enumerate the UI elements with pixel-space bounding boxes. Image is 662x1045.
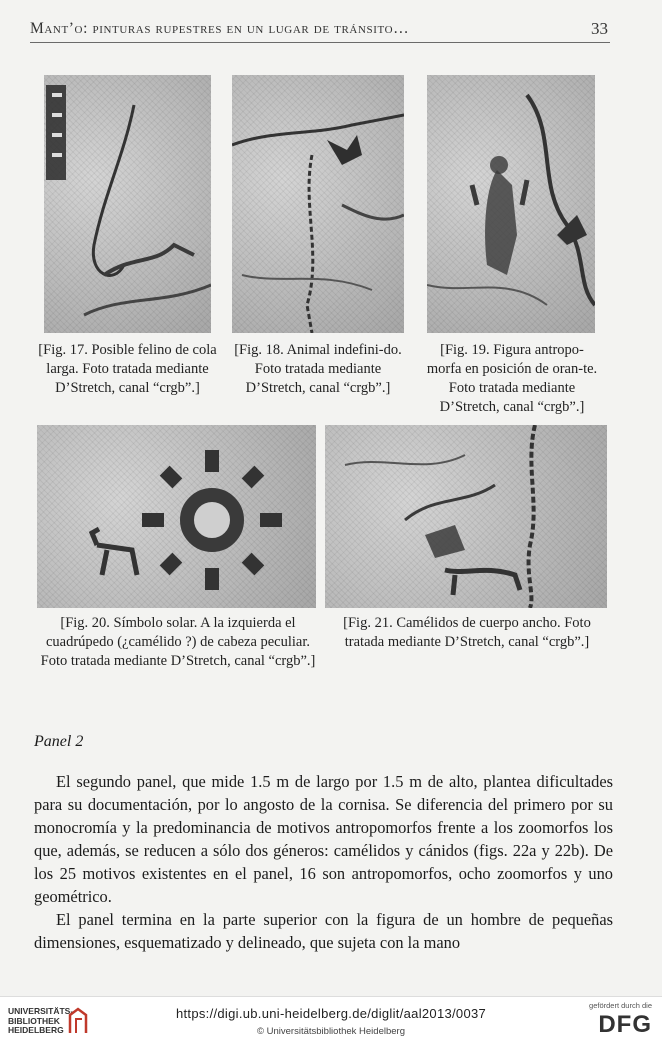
library-line-2: BIBLIOTHEK [8,1015,60,1026]
running-header [30,18,610,43]
figure-18-photo [232,75,404,333]
running-title: Mant’o: pinturas rupestres en un lugar de tránsito… [30,20,410,37]
library-line-1: UNIVERSITÄTS- [8,1006,74,1016]
figure-21-caption: [Fig. 21. Camélidos de cuerpo ancho. Foto tratada mediante D’Stretch, canal “crgb”.] [343,615,591,650]
funder-note: gefördert durch die [589,1001,652,1010]
figure-19-caption: [Fig. 19. Figura antropo-morfa en posición de oran-te. Foto tratada mediante D’Stretch, canal “crgb”.] [426,342,598,415]
page-number: 33 [591,19,608,38]
paragraph-2: El panel termina en la parte superior con la figura de un hombre de pequeñas dimensiones, esquematizado y delineado, que sujeta con la mano [34,910,613,952]
figure-21-photo [325,425,607,608]
figure-20-photo [37,425,316,608]
figure-18-caption: [Fig. 18. Animal indefini-do. Foto tratada mediante D’Stretch, canal “crgb”.] [234,342,402,396]
footer [0,996,662,1045]
source-url[interactable]: https://digi.ub.uni-heidelberg.de/diglit/aal2013/0037 [175,1006,487,1021]
figure-19-photo [427,75,595,333]
paragraph-1: El segundo panel, que mide 1.5 m de largo por 1.5 m de alto, plantea dificultades para su documentación, por lo angosto de la cornisa. Se diferencia del primero por su monocromía y la predominancia de motivos antropomorfos frente a los zoomorfos los que, además, se reducen a sólo dos géneros: camélidos y cánidos (figs. 22a y 22b). De los 25 motivos existentes en el panel, 16 son antropomorfos, ocho zoomorfos y uno geométrico. [34,772,613,906]
figure-17-photo [44,75,211,333]
figure-17-caption: [Fig. 17. Posible felino de cola larga. Foto tratada mediante D’Stretch, canal “crgb”.] [38,342,217,396]
section-title: Panel 2 [34,733,84,750]
dfg-logo: DFG [598,1011,652,1038]
body-text [34,770,613,954]
copyright: © Universitätsbibliothek Heidelberg [257,1026,405,1037]
library-line-3: HEIDELBERG [8,1025,64,1035]
figure-20-caption: [Fig. 20. Símbolo solar. A la izquierda el cuadrúpedo (¿camélido ?) de cabeza peculiar. Foto tratada mediante D’Stretch, canal “crgb”.] [40,615,316,669]
